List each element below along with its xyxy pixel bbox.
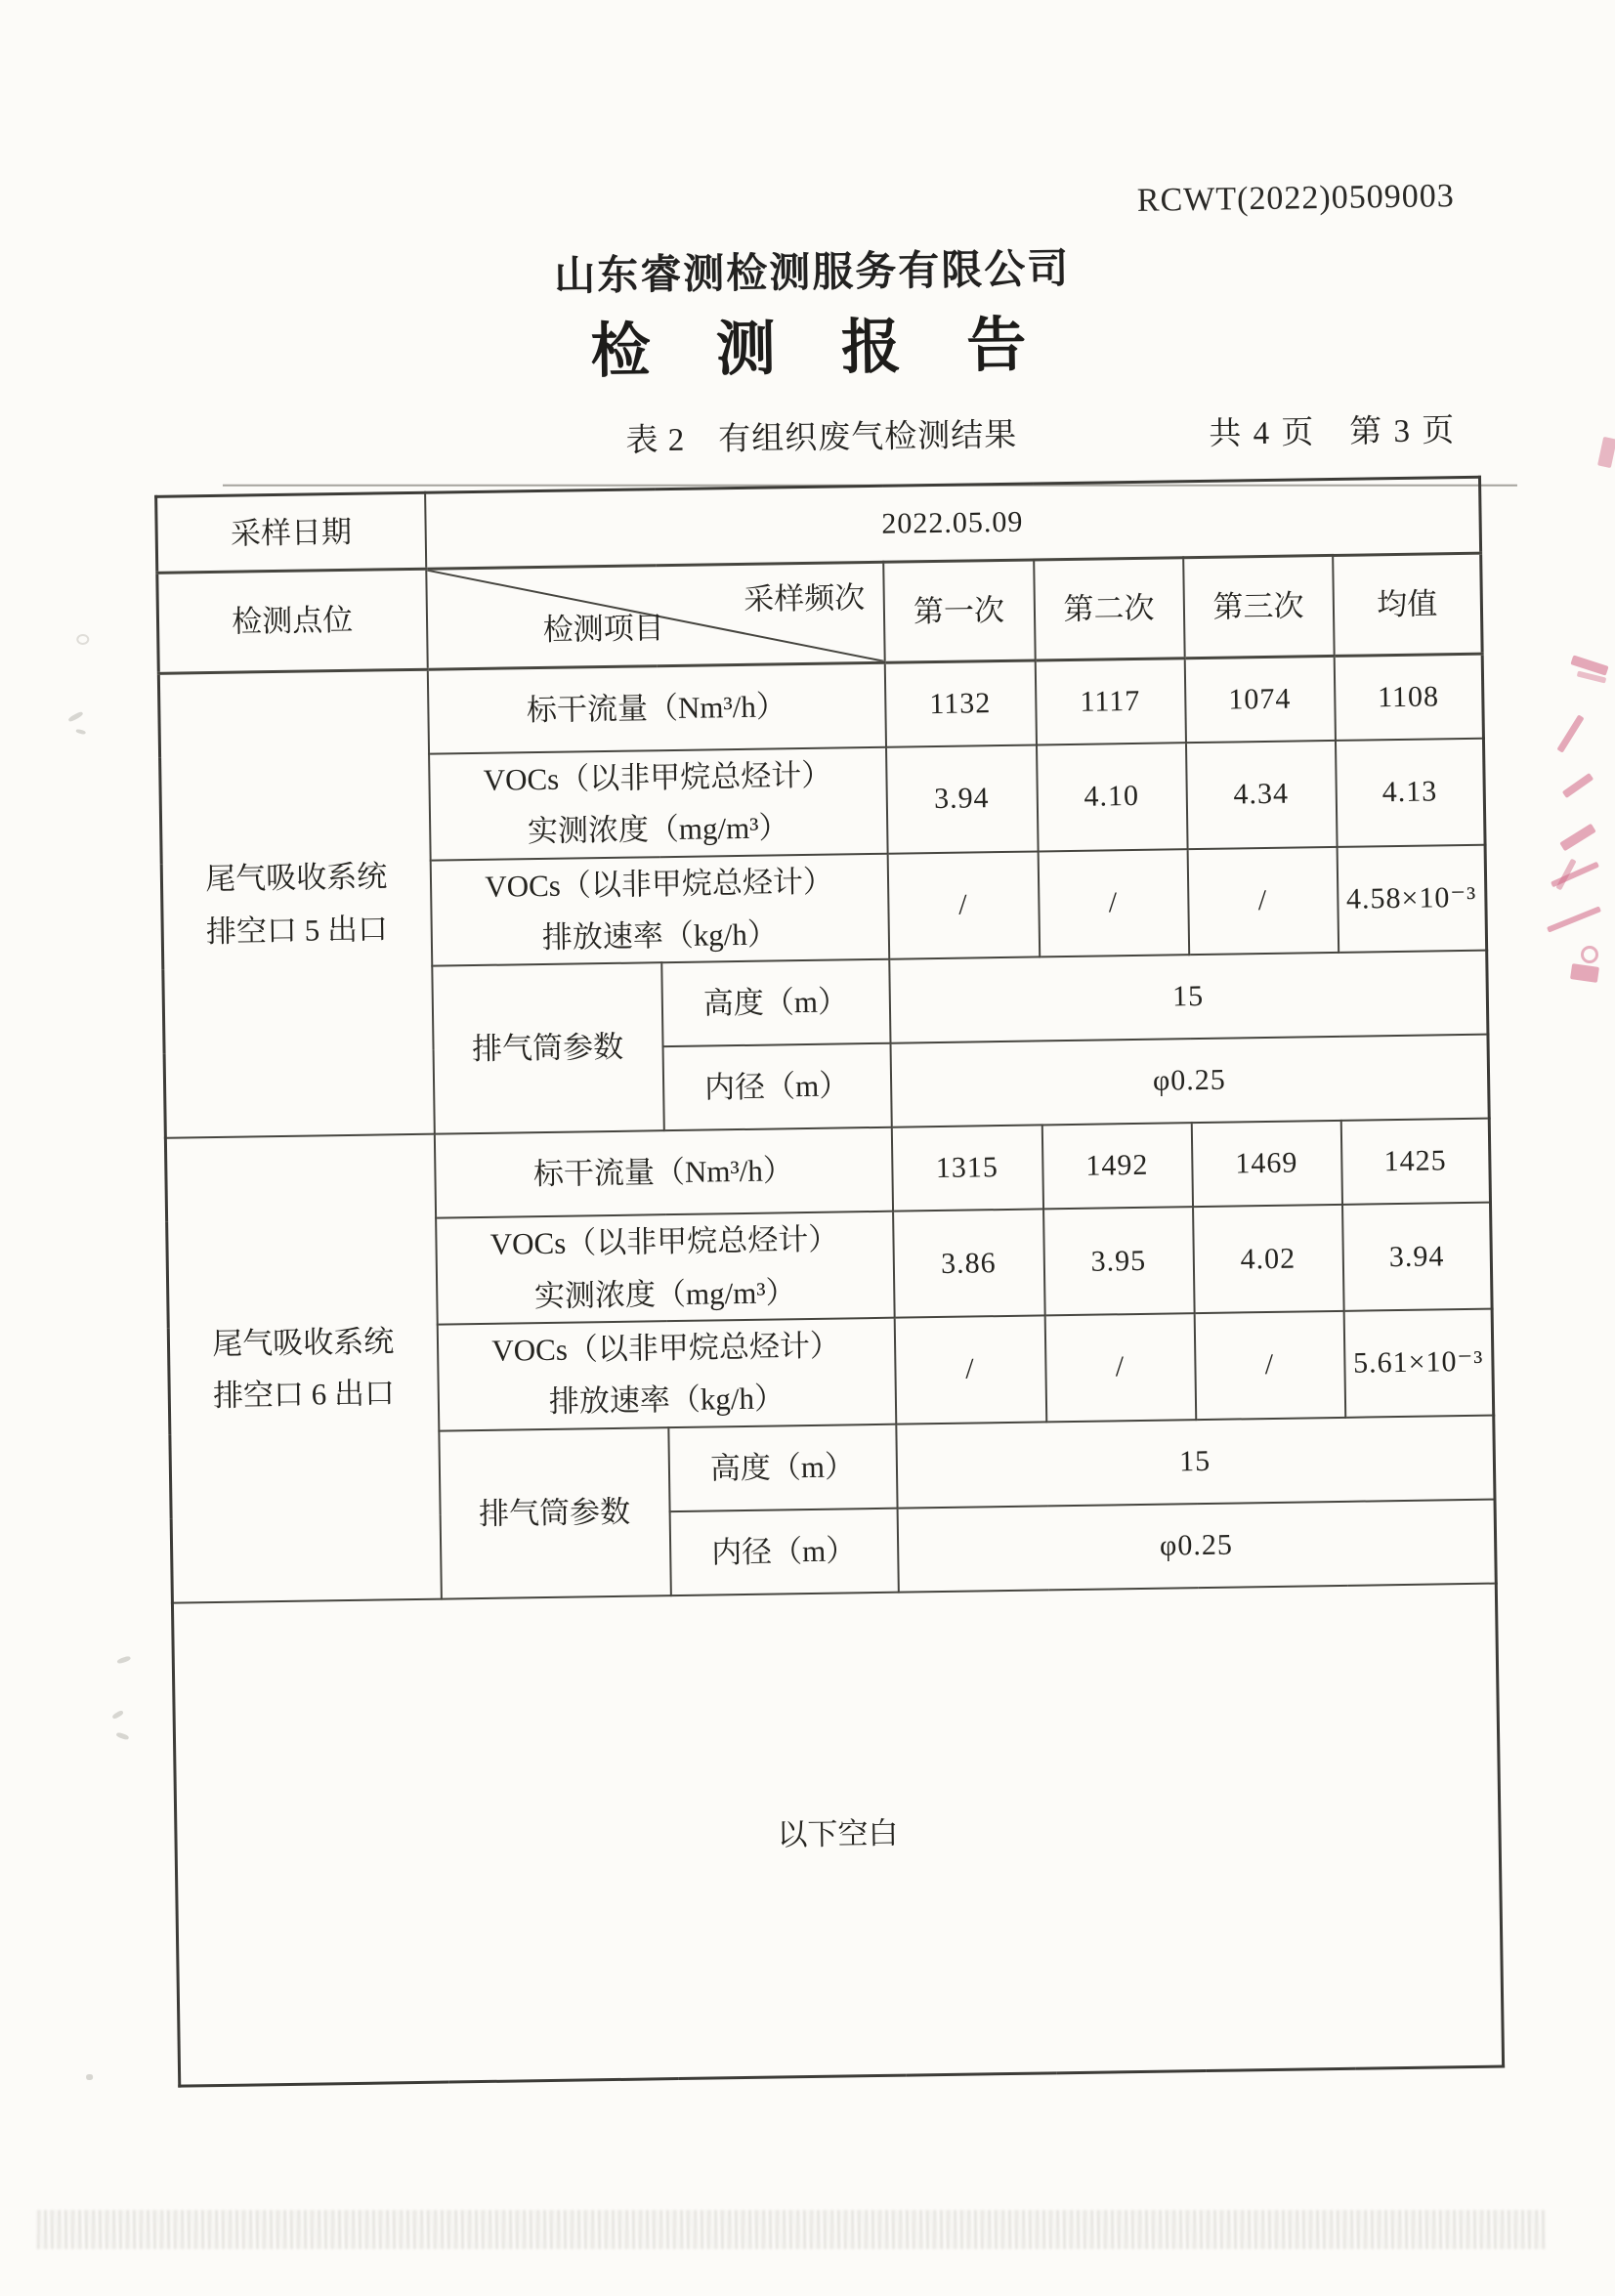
value-cell: / <box>1038 849 1189 957</box>
value-cell: / <box>1194 1311 1345 1420</box>
value-cell: 4.10 <box>1036 743 1187 851</box>
value-cell: 1315 <box>891 1126 1042 1212</box>
value-cell: 3.95 <box>1043 1207 1195 1315</box>
report-title: 检 测 报 告 <box>590 313 1052 386</box>
value-cell: / <box>887 851 1040 959</box>
col-header-second: 第二次 <box>1034 558 1185 660</box>
scan-noise-band <box>37 2210 1547 2249</box>
value-cell: 1074 <box>1184 656 1335 743</box>
value-cell: 3.94 <box>886 744 1039 853</box>
col-header-first: 第一次 <box>883 560 1036 662</box>
diagonal-header-cell <box>426 562 884 669</box>
value-cell: 4.13 <box>1335 739 1485 847</box>
pencil-smudge <box>115 1731 129 1740</box>
value-cell: 1492 <box>1041 1123 1192 1209</box>
stack-diameter-label: 内径（m） <box>669 1508 898 1594</box>
point-column-label: 检测点位 <box>157 569 427 673</box>
stack-height-label: 高度（m） <box>668 1424 897 1510</box>
param-label-emission-rate: VOCs（以非甲烷总烃计） 排放速率（kg/h） <box>437 1318 896 1431</box>
red-stamp-fragment <box>1581 946 1598 963</box>
col-header-average: 均值 <box>1333 553 1483 656</box>
point-cell-outlet-6: 尾气吸收系统 排空口 6 出口 <box>165 1134 441 1602</box>
pencil-smudge <box>116 1655 131 1664</box>
param-label-concentration: VOCs（以非甲烷总烃计） 实测浓度（mg/m³） <box>429 747 888 861</box>
pencil-smudge <box>67 711 83 723</box>
param-label-flow: 标干流量（Nm³/h） <box>427 662 885 753</box>
value-cell: 1425 <box>1340 1119 1490 1205</box>
pencil-smudge <box>86 2074 93 2080</box>
param-label-concentration: VOCs（以非甲烷总烃计） 实测浓度（mg/m³） <box>436 1212 895 1325</box>
company-name: 山东睿测检测服务有限公司 <box>553 246 1071 300</box>
report-number: RCWT(2022)0509003 <box>1136 178 1455 219</box>
stack-height-label: 高度（m） <box>661 959 890 1046</box>
param-label-emission-rate: VOCs（以非甲烷总烃计） 排放速率（kg/h） <box>430 853 889 966</box>
value-cell: 3.86 <box>893 1210 1045 1318</box>
pencil-smudge <box>75 729 86 735</box>
frequency-label: 采样频次 <box>743 580 866 617</box>
value-cell: 4.34 <box>1185 741 1337 849</box>
value-cell: 5.61×10⁻³ <box>1343 1308 1494 1417</box>
stack-height-value: 15 <box>896 1415 1495 1508</box>
blank-note-cell <box>172 1583 1503 2086</box>
value-cell: 1108 <box>1334 654 1483 741</box>
page-indicator: 共 4 页 第 3 页 <box>1209 413 1457 452</box>
value-cell: 4.58×10⁻³ <box>1337 844 1487 953</box>
col-header-third: 第三次 <box>1183 555 1335 658</box>
pencil-smudge <box>111 1710 124 1720</box>
value-cell: 4.02 <box>1193 1205 1344 1313</box>
stack-params-label: 排气筒参数 <box>432 962 664 1133</box>
value-cell: 1469 <box>1191 1121 1341 1207</box>
blank-note: 以下空白 <box>777 1815 899 1852</box>
sampling-date-label: 采样日期 <box>156 492 426 573</box>
stack-diameter-value: φ0.25 <box>897 1499 1496 1592</box>
item-label: 检测项目 <box>542 611 664 648</box>
results-table <box>154 476 1505 2087</box>
value-cell: 1132 <box>884 660 1036 747</box>
sampling-date-value: 2022.05.09 <box>425 477 1481 569</box>
value-cell: / <box>1044 1313 1196 1422</box>
stack-params-label: 排气筒参数 <box>439 1427 671 1598</box>
stack-diameter-label: 内径（m） <box>662 1043 891 1130</box>
param-label-flow: 标干流量（Nm³/h） <box>434 1127 892 1218</box>
stack-diameter-value: φ0.25 <box>890 1035 1489 1127</box>
pencil-smudge <box>76 634 89 645</box>
value-cell: / <box>1187 847 1339 956</box>
blank-footer-row <box>172 1583 1503 2086</box>
value-cell: 1117 <box>1035 659 1185 745</box>
value-cell: / <box>894 1315 1046 1424</box>
table-header-row <box>157 553 1482 673</box>
stack-height-value: 15 <box>889 951 1488 1043</box>
point-cell-outlet-5: 尾气吸收系统 排空口 5 出口 <box>158 669 434 1138</box>
table-caption: 表 2 有组织废气检测结果 <box>625 417 1018 459</box>
value-cell: 3.94 <box>1342 1203 1493 1311</box>
